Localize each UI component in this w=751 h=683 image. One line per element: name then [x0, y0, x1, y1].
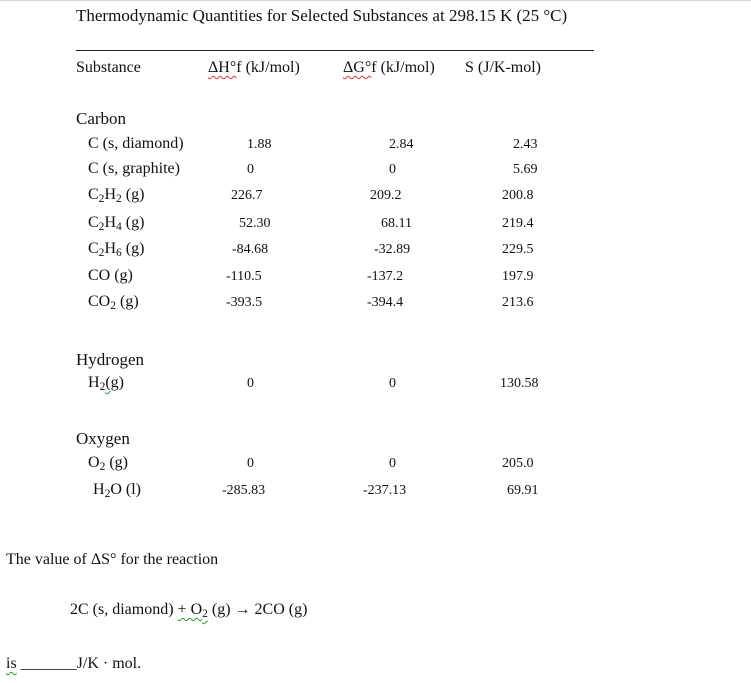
dg-c-graphite: 0	[389, 162, 396, 177]
header-dg	[343, 60, 435, 76]
dg-c2h4: 68.11	[381, 216, 412, 231]
header-dh	[208, 60, 300, 76]
group-oxygen: Oxygen	[76, 429, 130, 448]
dh-c2h2: 226.7	[231, 188, 263, 203]
s-c-diamond: 2.43	[513, 137, 538, 152]
dg-co2: -394.4	[367, 295, 404, 310]
answer-is: is	[6, 655, 17, 672]
dh-c-graphite: 0	[247, 162, 254, 177]
header-dg-units: f (kJ/mol)	[371, 59, 435, 76]
dh-co: -110.5	[226, 269, 262, 284]
dh-c2h4: 52.30	[239, 216, 271, 231]
dg-h2: 0	[389, 376, 396, 391]
s-c2h2: 200.8	[502, 188, 534, 203]
substance-c-graphite: C (s, graphite)	[88, 160, 180, 177]
substance-c-diamond: C (s, diamond)	[88, 135, 184, 152]
header-dh-units: f (kJ/mol)	[236, 59, 300, 76]
dg-o2: 0	[389, 456, 396, 471]
header-substance: Substance	[76, 59, 141, 76]
header-rule	[76, 50, 594, 51]
top-border	[0, 0, 751, 1]
s-c-graphite: 5.69	[513, 162, 538, 177]
substance-h2: $H_2(g)$	[88, 374, 124, 393]
dg-h2o: -237.13	[363, 483, 407, 498]
s-c2h4: 219.4	[502, 216, 534, 231]
dg-co: -137.2	[367, 269, 404, 284]
dh-c-diamond: 1.88	[247, 137, 272, 152]
answer-line	[6, 656, 141, 672]
answer-blank[interactable]: _______	[16, 655, 77, 672]
dh-o2: 0	[247, 456, 254, 471]
dg-c-diamond: 2.84	[389, 137, 414, 152]
substance-c2h4: $C_2H_4$ (g)	[88, 214, 145, 233]
substance-co: CO (g)	[88, 267, 133, 284]
substance-c2h2: $C_2H_2$ (g)	[88, 186, 145, 205]
s-h2o: 69.91	[507, 483, 539, 498]
substance-c2h6: $C_2H_6$ (g)	[88, 240, 145, 259]
dh-c2h6: -84.68	[232, 242, 269, 257]
dg-c2h6: -32.89	[374, 242, 411, 257]
dh-h2: 0	[247, 376, 254, 391]
s-c2h6: 229.5	[502, 242, 534, 257]
header-dg-symbol: ΔG°	[343, 59, 372, 76]
s-h2: 130.58	[500, 376, 539, 391]
question-text: The value of ΔS° for the reaction	[6, 551, 219, 568]
dh-h2o: -285.83	[222, 483, 266, 498]
group-hydrogen: Hydrogen	[76, 350, 144, 369]
header-s: S (J/K-mol)	[465, 59, 541, 76]
dh-co2: -393.5	[226, 295, 263, 310]
table-title: Thermodynamic Quantities for Selected Substances at 298.15 K (25 °C)	[76, 6, 568, 25]
s-o2: 205.0	[502, 456, 534, 471]
reaction-equation: 2C (s, diamond) + $O_2$ (g) → 2CO (g)	[70, 601, 308, 620]
substance-h2o: $H_2O$ (l)	[93, 481, 141, 500]
group-carbon: Carbon	[76, 109, 127, 128]
substance-co2: $CO_2$ (g)	[88, 293, 139, 312]
s-co2: 213.6	[502, 295, 534, 310]
header-dh-symbol: ΔH°	[208, 59, 237, 76]
answer-units: J/K · mol.	[76, 655, 142, 672]
dg-c2h2: 209.2	[370, 188, 402, 203]
s-co: 197.9	[502, 269, 534, 284]
substance-o2: $O_2$ (g)	[88, 454, 128, 473]
